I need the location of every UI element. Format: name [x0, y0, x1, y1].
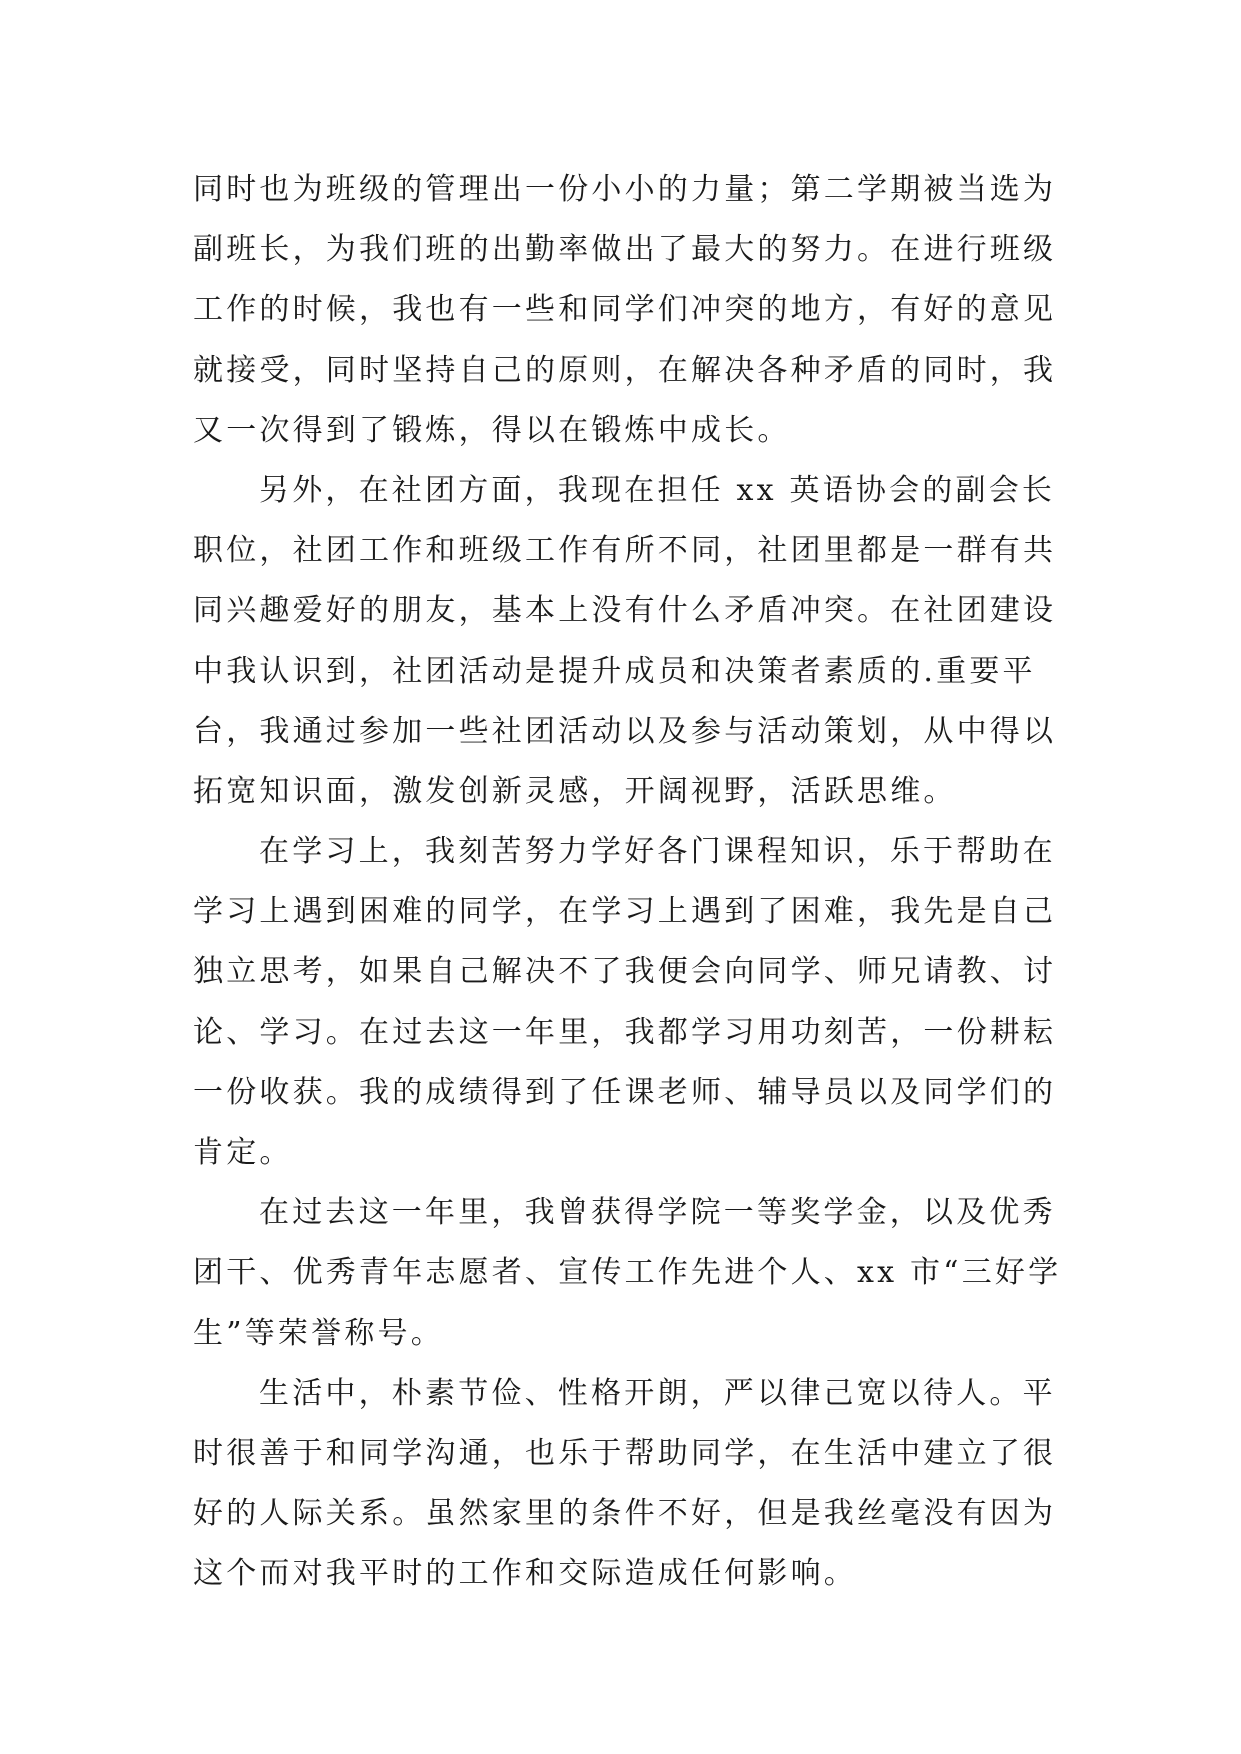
text-line: 论、学习。在过去这一年里，我都学习用功刻苦，一份耕耘 — [193, 1014, 1057, 1050]
text-line: 台，我通过参加一些社团活动以及参与活动策划，从中得以 — [193, 713, 1057, 749]
text-line: 就接受，同时坚持自己的原则，在解决各种矛盾的同时，我 — [193, 352, 1057, 388]
text-line: 肯定。 — [193, 1135, 293, 1170]
paragraph-first-line: 生活中，朴素节俭、性格开朗，严以律己宽以待人。平 — [259, 1375, 1056, 1411]
text-line: 副班长，为我们班的出勤率做出了最大的努力。在进行班级 — [193, 232, 1057, 268]
text-line: 同兴趣爱好的朋友，基本上没有什么矛盾冲突。在社团建设 — [193, 593, 1057, 629]
text-line: 学习上遇到困难的同学，在学习上遇到了困难，我先是自己 — [193, 894, 1057, 930]
text-line: 职位，社团工作和班级工作有所不同，社团里都是一群有共 — [193, 533, 1057, 569]
paragraph-first-line: 另外，在社团方面，我现在担任 xx 英语协会的副会长 — [259, 472, 1056, 508]
paragraph-first-line: 在过去这一年里，我曾获得学院一等奖学金，以及优秀 — [259, 1195, 1056, 1231]
text-line: 同时也为班级的管理出一份小小的力量；第二学期被当选为 — [193, 172, 1057, 207]
text-line: 一份收获。我的成绩得到了任课老师、辅导员以及同学们的 — [193, 1074, 1057, 1110]
text-line: 独立思考，如果自己解决不了我便会向同学、师兄请教、讨 — [193, 954, 1057, 990]
text-line: 生”等荣誉称号。 — [193, 1315, 444, 1351]
text-line: 中我认识到，社团活动是提升成员和决策者素质的.重要平 — [193, 653, 1036, 689]
text-line: 工作的时候，我也有一些和同学们冲突的地方，有好的意见 — [193, 292, 1057, 328]
text-line: 团干、优秀青年志愿者、宣传工作先进个人、xx 市“三好学 — [193, 1255, 1062, 1291]
text-line: 时很善于和同学沟通，也乐于帮助同学，在生活中建立了很 — [193, 1435, 1057, 1471]
paragraph-first-line: 在学习上，我刻苦努力学好各门课程知识，乐于帮助在 — [259, 834, 1056, 870]
text-line: 拓宽知识面，激发创新灵感，开阔视野，活跃思维。 — [193, 773, 957, 809]
text-line: 又一次得到了锻炼，得以在锻炼中成长。 — [193, 412, 791, 448]
text-line: 这个而对我平时的工作和交际造成任何影响。 — [193, 1556, 857, 1592]
document-body — [193, 160, 1062, 1605]
text-line: 好的人际关系。虽然家里的条件不好，但是我丝毫没有因为 — [193, 1496, 1057, 1532]
